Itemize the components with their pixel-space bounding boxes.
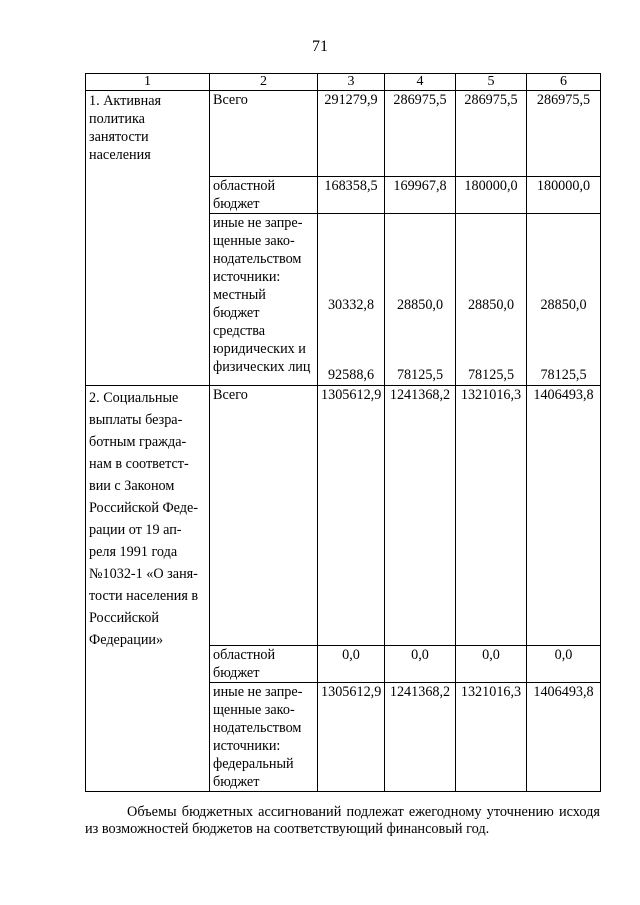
- row-label: иные не запре-щенные зако-нодательством источники: федеральный бюджет: [210, 683, 318, 792]
- table-cell: 1241368,2: [385, 386, 456, 646]
- table-cell: 286975,5: [527, 91, 601, 177]
- table-cell: 1321016,3: [456, 683, 527, 792]
- table-cell: [456, 214, 527, 386]
- section-title: 2. Социальные выплаты безра-ботным гражда-нам в соответст-вии с Законом Российской Феде-рации от 19 ап-реля 1991 года №1032-1 «О заня-тости населения в Российской Федерации»: [86, 386, 210, 792]
- table-cell: 0,0: [385, 646, 456, 683]
- table-cell: 0,0: [527, 646, 601, 683]
- page-number: 71: [312, 38, 328, 55]
- local-budget-value: 28850,0: [540, 297, 587, 313]
- table-cell: 1241368,2: [385, 683, 456, 792]
- table-cell: 168358,5: [318, 177, 385, 214]
- legal-entities-value: 78125,5: [396, 367, 444, 383]
- column-header: 4: [385, 74, 456, 91]
- row-label: иные не запре-щенные зако-нодательством источники: местный бюджет средства юридических и физических лиц: [210, 214, 318, 386]
- column-header: 6: [527, 74, 601, 91]
- local-budget-value: 28850,0: [396, 297, 444, 313]
- table-cell: 0,0: [318, 646, 385, 683]
- table-row: [86, 386, 601, 646]
- column-header: 1: [86, 74, 210, 91]
- table-cell: 169967,8: [385, 177, 456, 214]
- table-header-row: [86, 74, 601, 91]
- table-cell: 1321016,3: [456, 386, 527, 646]
- table-cell: 286975,5: [385, 91, 456, 177]
- legal-entities-value: 78125,5: [467, 367, 515, 383]
- column-header: 2: [210, 74, 318, 91]
- local-budget-value: 28850,0: [467, 297, 515, 313]
- table-cell: 291279,9: [318, 91, 385, 177]
- table-cell: 286975,5: [456, 91, 527, 177]
- table-cell: 180000,0: [527, 177, 601, 214]
- row-label: областной бюджет: [210, 646, 318, 683]
- row-label: областной бюджет: [210, 177, 318, 214]
- local-budget-value: 30332,8: [327, 297, 375, 313]
- table-cell: [385, 214, 456, 386]
- legal-entities-value: 92588,6: [327, 367, 375, 383]
- table-cell: [318, 214, 385, 386]
- table-cell: 1305612,9: [318, 386, 385, 646]
- section-title: 1. Активная политика занятости населения: [86, 91, 210, 386]
- table-cell: 1406493,8: [527, 683, 601, 792]
- column-header: 3: [318, 74, 385, 91]
- column-header: 5: [456, 74, 527, 91]
- budget-table: [85, 73, 601, 792]
- table-cell: 0,0: [456, 646, 527, 683]
- footnote-paragraph: Объемы бюджетных ассигнований подлежат ежегодному уточнению исходя из возможностей бюджетов на соответствующий финансовый год.: [85, 804, 600, 837]
- table-cell: [527, 214, 601, 386]
- table-cell: 1305612,9: [318, 683, 385, 792]
- row-label: Всего: [210, 386, 318, 646]
- legal-entities-value: 78125,5: [540, 367, 587, 383]
- table-cell: 180000,0: [456, 177, 527, 214]
- row-label: Всего: [210, 91, 318, 177]
- table-cell: 1406493,8: [527, 386, 601, 646]
- table-row: [86, 91, 601, 177]
